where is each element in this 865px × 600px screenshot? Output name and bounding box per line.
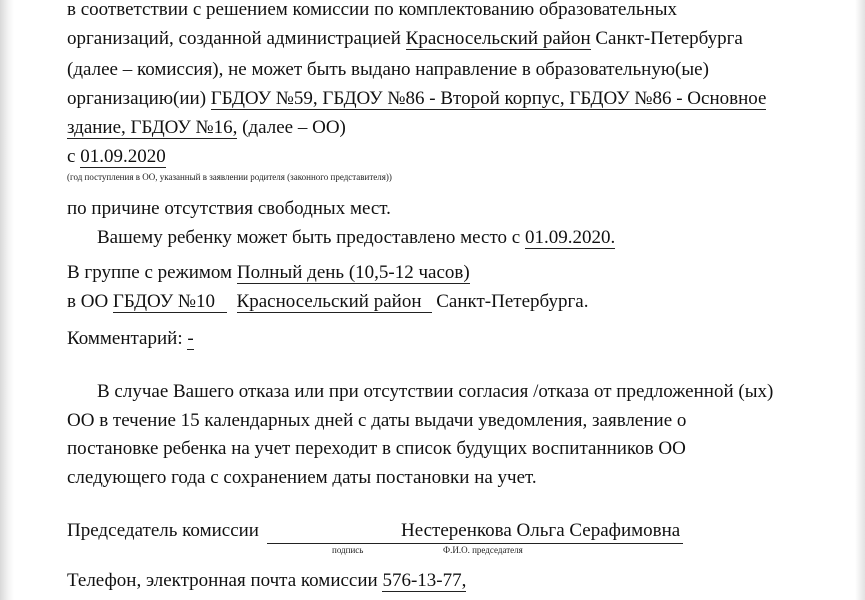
group-mode-field: Полный день (10,5-12 часов) <box>236 262 470 283</box>
offered-district-field: Красносельский район <box>237 291 432 313</box>
fio-caption: Ф.И.О. председателя <box>443 545 523 555</box>
comment-label: Комментарий: <box>67 328 188 349</box>
text: Вашему ребенку может быть предоставлено место с <box>97 227 525 248</box>
contacts-label: Телефон, электронная почта комиссии <box>67 570 383 591</box>
organizations-field-cont: здание, ГБДОУ №16, <box>67 117 238 138</box>
chairman-label: Председатель комиссии <box>67 520 259 541</box>
text: В группе с режимом <box>67 262 237 283</box>
chairman-name-field: Нестеренкова Ольга Серафимовна <box>399 519 683 544</box>
line-administration <box>67 27 743 51</box>
line-chairman <box>67 519 683 544</box>
text: с <box>67 146 81 167</box>
page-shadow-right <box>855 0 865 600</box>
para-line-2: ОО в течение 15 календарных дней с даты выдачи уведомления, заявление о <box>67 410 687 431</box>
contacts-value: 576-13-77, <box>382 570 467 591</box>
line-comment <box>67 327 194 351</box>
text: в ОО <box>67 291 113 312</box>
line-commission: (далее – комиссия), не может быть выдано направление в образовательную(ые) <box>67 59 709 80</box>
line-offer <box>97 226 615 250</box>
text <box>227 291 237 312</box>
page-shadow-left <box>0 0 14 600</box>
text: Санкт-Петербурга <box>590 28 743 49</box>
line-reason: по причине отсутствия свободных мест. <box>67 198 391 219</box>
start-date-field: 01.09.2020 <box>80 146 166 167</box>
text: (далее – ОО) <box>237 117 346 138</box>
signature-line <box>267 525 399 544</box>
text: организацию(ии) <box>67 88 211 109</box>
note-year-caption: (год поступления в ОО, указанный в заявлении родителя (законного представителя)) <box>67 172 392 182</box>
line-organizations-cont <box>67 116 346 140</box>
offered-org-field: ГБДОУ №10 <box>113 291 227 313</box>
line-decision: в соответствии с решением комиссии по комплектованию образовательных <box>67 0 677 20</box>
line-offered-org <box>67 290 588 314</box>
line-start-date <box>67 145 166 169</box>
line-contacts <box>67 569 466 593</box>
offer-date-field: 01.09.2020. <box>524 227 616 248</box>
organizations-field: ГБДОУ №59, ГБДОУ №86 - Второй корпус, ГБДОУ №86 - Основное <box>210 88 767 109</box>
comment-value: - <box>187 328 194 349</box>
line-organizations <box>67 87 766 111</box>
para-line-1: В случае Вашего отказа или при отсутствии согласия /отказа от предложенной (ых) <box>97 381 774 402</box>
para-line-4: следующего года с сохранением даты постановки на учет. <box>67 467 537 488</box>
district-field: Красносельский район <box>405 28 591 49</box>
signature-caption: подпись <box>332 545 364 555</box>
line-group-mode <box>67 261 470 285</box>
text: организаций, созданной администрацией <box>67 28 406 49</box>
text: Санкт-Петербурга. <box>431 291 589 312</box>
para-line-3: постановке ребенка на учет переходит в список будущих воспитанников ОО <box>67 438 686 459</box>
